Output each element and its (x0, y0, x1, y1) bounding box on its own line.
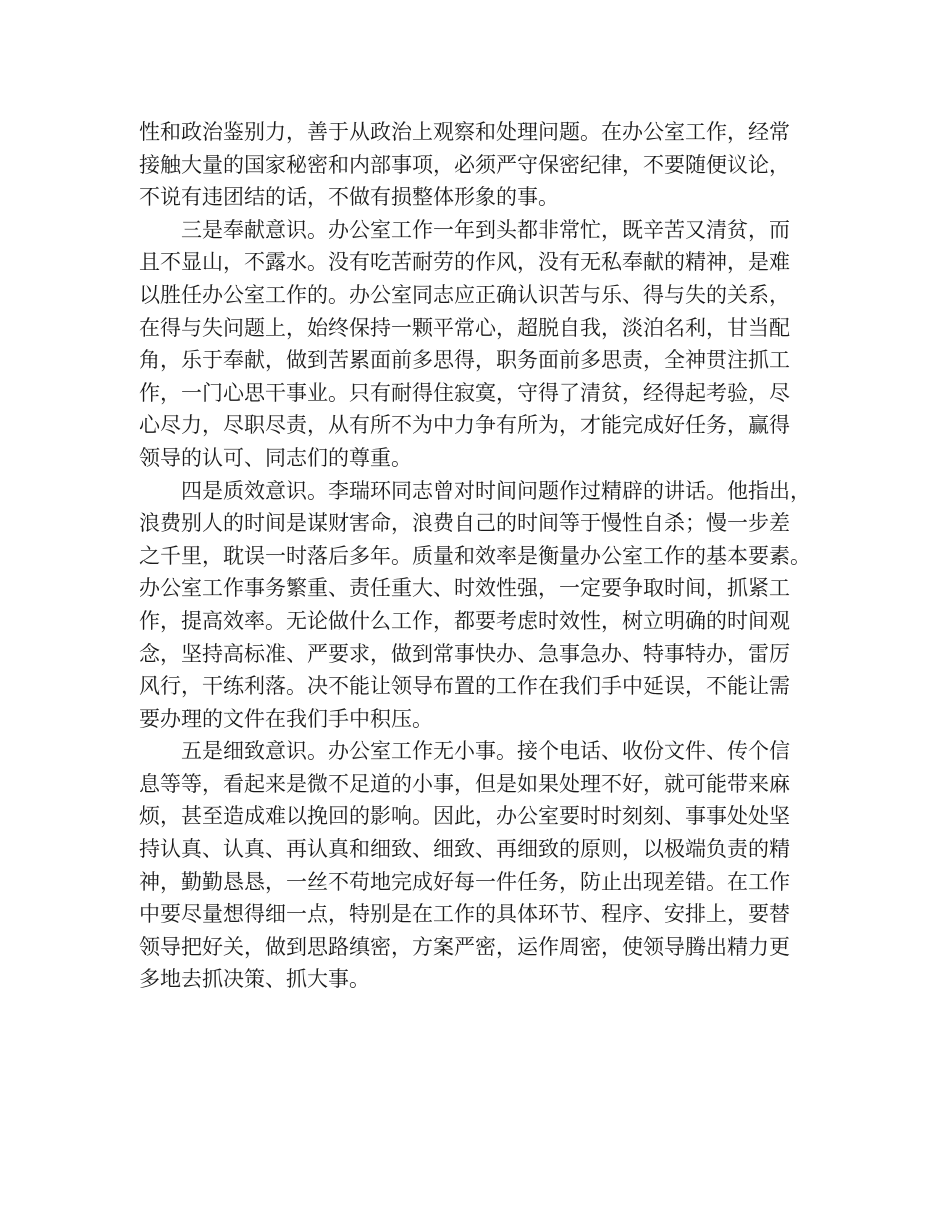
text-line: 作，提高效率。无论做什么工作，都要考虑时效性，树立明确的时间观 (139, 608, 790, 633)
text-line: 领导把好关，做到思路缜密，方案严密，运作周密，使领导腾出精力更 (139, 934, 790, 959)
text-line: 接触大量的国家秘密和内部事项，必须严守保密纪律，不要随便议论， (139, 152, 790, 177)
text-line: 心尽力，尽职尽责，从有所不为中力争有所为，才能完成好任务，赢得 (139, 413, 790, 438)
text-line: 领导的认可、同志们的尊重。 (139, 445, 412, 470)
document-body (139, 116, 811, 996)
paragraph-efficiency (139, 475, 811, 736)
text-line: 五是细致意识。办公室工作无小事。接个电话、收份文件、传个信 (139, 739, 790, 764)
text-line: 三是奉献意识。办公室工作一年到头都非常忙，既辛苦又清贫，而 (139, 217, 790, 242)
text-line: 以胜任办公室工作的。办公室同志应正确认识苦与乐、得与失的关系， (139, 282, 790, 307)
text-line: 多地去抓决策、抓大事。 (139, 967, 370, 992)
text-line: 念，坚持高标准、严要求，做到常事快办、急事急办、特事特办，雷厉 (139, 641, 790, 666)
text-line: 要办理的文件在我们手中积压。 (139, 706, 433, 731)
text-line: 不说有违团结的话，不做有损整体形象的事。 (139, 185, 559, 210)
text-line: 浪费别人的时间是谋财害命，浪费自己的时间等于慢性自杀；慢一步差 (139, 511, 790, 536)
text-line: 作，一门心思干事业。只有耐得住寂寞，守得了清贫，经得起考验，尽 (139, 380, 790, 405)
text-line: 息等等，看起来是微不足道的小事，但是如果处理不好，就可能带来麻 (139, 771, 790, 796)
text-line: 办公室工作事务繁重、责任重大、时效性强，一定要争取时间，抓紧工 (139, 576, 790, 601)
paragraph-devotion (139, 214, 811, 475)
text-line: 持认真、认真、再认真和细致、细致、再细致的原则，以极端负责的精 (139, 837, 790, 862)
text-line: 神，勤勤恳恳，一丝不苟地完成好每一件任务，防止出现差错。在工作 (139, 869, 790, 894)
text-line: 角，乐于奉献，做到苦累面前多思得，职务面前多思责，全神贯注抓工 (139, 348, 790, 373)
text-line: 性和政治鉴别力，善于从政治上观察和处理问题。在办公室工作，经常 (139, 120, 790, 144)
text-line: 四是质效意识。李瑞环同志曾对时间问题作过精辟的讲话。他指出， (139, 478, 811, 503)
paragraph-meticulous (139, 735, 811, 996)
text-line: 之千里，耽误一时落后多年。质量和效率是衡量办公室工作的基本要素。 (139, 543, 811, 568)
text-line: 烦，甚至造成难以挽回的影响。因此，办公室要时时刻刻、事事处处坚 (139, 804, 790, 829)
text-line: 且不显山，不露水。没有吃苦耐劳的作风，没有无私奉献的精神，是难 (139, 250, 790, 275)
text-line: 中要尽量想得细一点，特别是在工作的具体环节、程序、安排上，要替 (139, 902, 790, 927)
paragraph-continuation (139, 116, 811, 214)
text-line: 在得与失问题上，始终保持一颗平常心，超脱自我，淡泊名利，甘当配 (139, 315, 790, 340)
text-line: 风行，干练利落。决不能让领导布置的工作在我们手中延误，不能让需 (139, 674, 790, 699)
